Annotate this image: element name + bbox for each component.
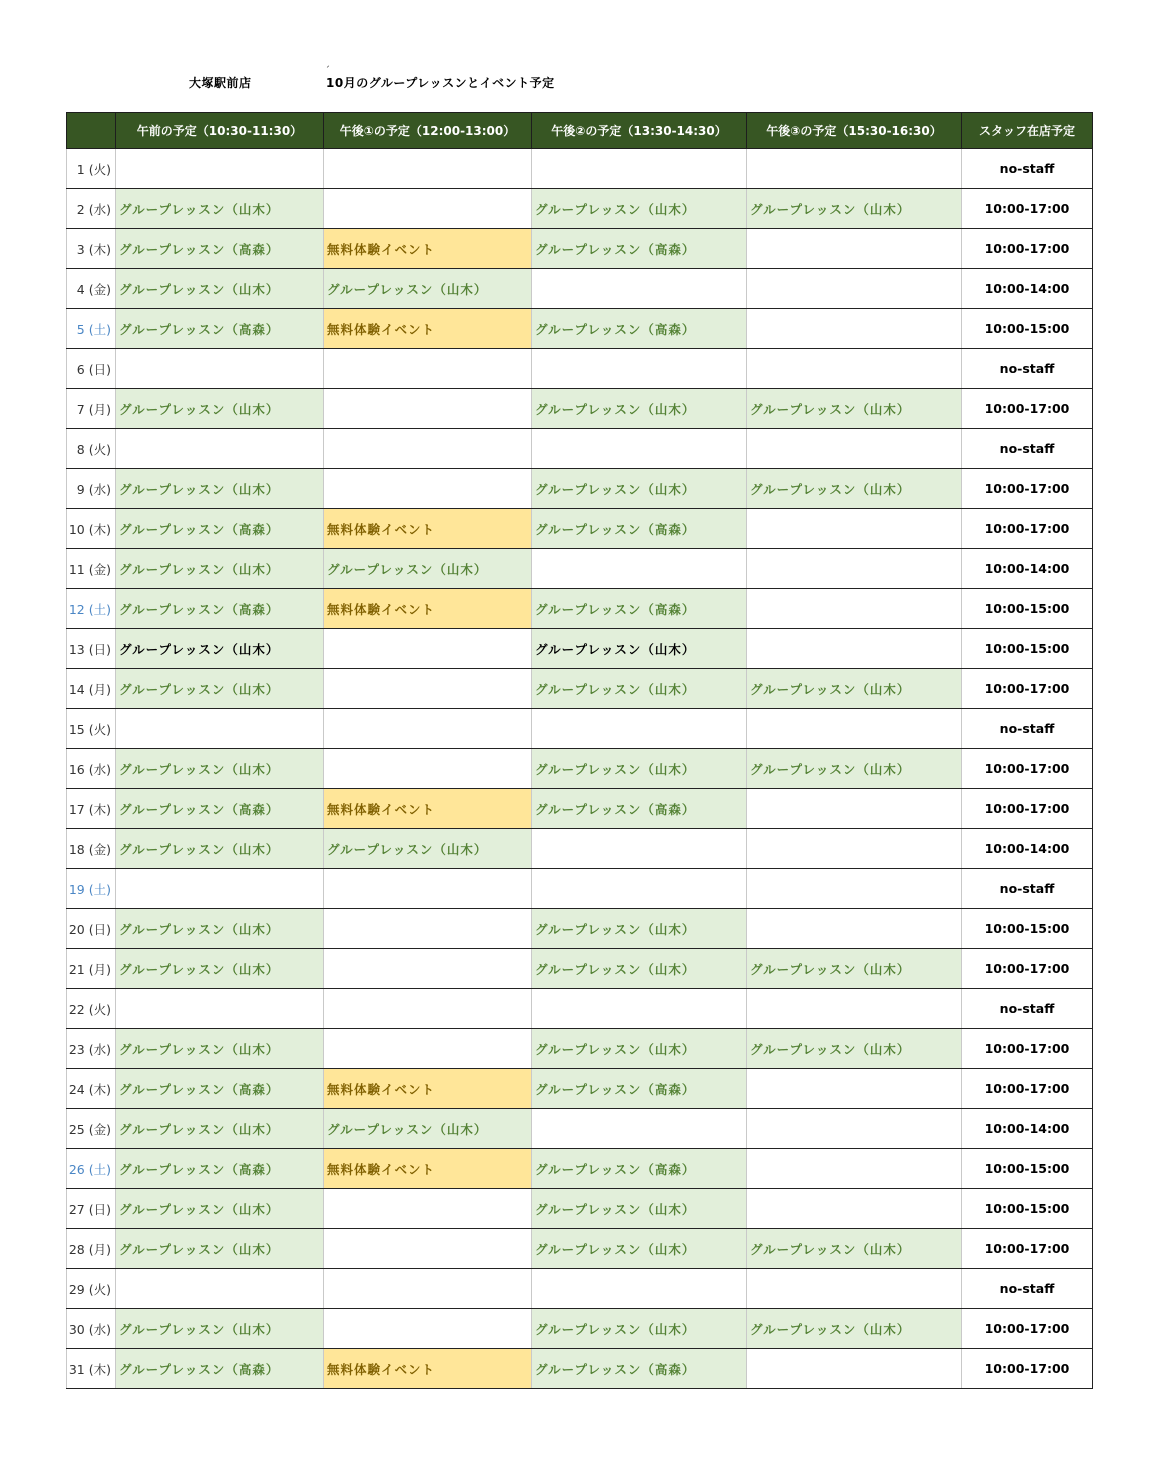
date-cell — [67, 429, 116, 469]
staff-hours: 10:00-17:00 — [962, 189, 1093, 229]
morning-slot: グループレッスン（高森） — [116, 1349, 324, 1389]
table-row — [67, 1309, 1093, 1349]
date-cell — [67, 1029, 116, 1069]
header-row — [67, 113, 1093, 149]
day-of-week: (木) — [88, 801, 111, 817]
date-cell — [67, 1309, 116, 1349]
table-row — [67, 189, 1093, 229]
date-number: 4 — [76, 281, 85, 297]
table-row — [67, 1229, 1093, 1269]
afternoon-2-slot — [532, 1109, 747, 1149]
date-number: 13 — [68, 641, 85, 657]
staff-hours: 10:00-17:00 — [962, 789, 1093, 829]
date-cell — [67, 1269, 116, 1309]
date-cell — [67, 149, 116, 189]
table-row — [67, 349, 1093, 389]
staff-hours: 10:00-15:00 — [962, 1189, 1093, 1229]
page-title: 10月のグループレッスンとイベント予定 — [326, 76, 555, 90]
date-cell — [67, 229, 116, 269]
staff-hours: 10:00-17:00 — [962, 229, 1093, 269]
afternoon-3-slot: グループレッスン（山木） — [747, 1229, 962, 1269]
morning-slot: グループレッスン（山木） — [116, 1309, 324, 1349]
date-number: 9 — [76, 481, 85, 497]
day-of-week: (月) — [88, 961, 111, 977]
staff-hours: 10:00-15:00 — [962, 629, 1093, 669]
day-of-week: (月) — [88, 401, 111, 417]
date-number: 14 — [68, 681, 85, 697]
afternoon-1-slot — [324, 1309, 532, 1349]
date-cell — [67, 1149, 116, 1189]
afternoon-2-slot — [532, 149, 747, 189]
morning-slot: グループレッスン（山木） — [116, 1109, 324, 1149]
afternoon-2-slot: グループレッスン（高森） — [532, 589, 747, 629]
table-row — [67, 749, 1093, 789]
day-of-week: (月) — [88, 1241, 111, 1257]
staff-hours: no-staff — [962, 709, 1093, 749]
table-row — [67, 1029, 1093, 1069]
afternoon-2-slot — [532, 549, 747, 589]
afternoon-2-slot: グループレッスン（山木） — [532, 1309, 747, 1349]
afternoon-2-slot: グループレッスン（山木） — [532, 189, 747, 229]
afternoon-1-slot — [324, 1029, 532, 1069]
staff-hours: 10:00-15:00 — [962, 589, 1093, 629]
morning-slot — [116, 349, 324, 389]
morning-slot: グループレッスン（高森） — [116, 1069, 324, 1109]
date-number: 31 — [68, 1361, 85, 1377]
date-number: 18 — [68, 841, 85, 857]
afternoon-1-slot — [324, 709, 532, 749]
date-number: 5 — [76, 321, 85, 337]
afternoon-2-slot: グループレッスン（山木） — [532, 949, 747, 989]
column-header-afternoon-3: 午後③の予定（15:30-16:30） — [747, 113, 962, 149]
table-row — [67, 269, 1093, 309]
afternoon-3-slot — [747, 869, 962, 909]
table-row — [67, 909, 1093, 949]
morning-slot — [116, 149, 324, 189]
date-number: 6 — [76, 361, 85, 377]
afternoon-1-slot — [324, 469, 532, 509]
morning-slot — [116, 429, 324, 469]
day-of-week: (火) — [88, 441, 111, 457]
morning-slot: グループレッスン（山木） — [116, 1229, 324, 1269]
date-cell — [67, 1109, 116, 1149]
column-header-afternoon-1: 午後①の予定（12:00-13:00） — [324, 113, 532, 149]
afternoon-2-slot — [532, 989, 747, 1029]
day-of-week: (金) — [88, 281, 111, 297]
date-cell — [67, 349, 116, 389]
day-of-week: (日) — [88, 641, 111, 657]
staff-hours: 10:00-15:00 — [962, 909, 1093, 949]
morning-slot — [116, 869, 324, 909]
schedule-table — [66, 112, 1093, 1389]
afternoon-3-slot — [747, 1269, 962, 1309]
date-cell — [67, 1069, 116, 1109]
morning-slot — [116, 1269, 324, 1309]
column-header-morning: 午前の予定（10:30-11:30） — [116, 113, 324, 149]
afternoon-1-slot: 無料体験イベント — [324, 589, 532, 629]
date-number: 20 — [68, 921, 85, 937]
afternoon-3-slot — [747, 1109, 962, 1149]
afternoon-3-slot — [747, 789, 962, 829]
staff-hours: no-staff — [962, 869, 1093, 909]
morning-slot: グループレッスン（山木） — [116, 829, 324, 869]
morning-slot: グループレッスン（山木） — [116, 189, 324, 229]
date-number: 11 — [68, 561, 85, 577]
staff-hours: 10:00-14:00 — [962, 829, 1093, 869]
date-number: 1 — [76, 161, 85, 177]
table-row — [67, 949, 1093, 989]
afternoon-1-slot: 無料体験イベント — [324, 1349, 532, 1389]
afternoon-1-slot — [324, 1229, 532, 1269]
day-of-week: (火) — [88, 161, 111, 177]
table-row — [67, 509, 1093, 549]
morning-slot — [116, 709, 324, 749]
day-of-week: (土) — [88, 321, 111, 337]
afternoon-3-slot: グループレッスン（山木） — [747, 669, 962, 709]
afternoon-3-slot — [747, 589, 962, 629]
staff-hours: 10:00-17:00 — [962, 1229, 1093, 1269]
date-number: 27 — [68, 1201, 85, 1217]
afternoon-3-slot: グループレッスン（山木） — [747, 1029, 962, 1069]
afternoon-3-slot — [747, 509, 962, 549]
afternoon-3-slot — [747, 629, 962, 669]
afternoon-3-slot — [747, 149, 962, 189]
afternoon-1-slot — [324, 389, 532, 429]
morning-slot: グループレッスン（山木） — [116, 669, 324, 709]
staff-hours: 10:00-17:00 — [962, 469, 1093, 509]
afternoon-2-slot: グループレッスン（山木） — [532, 629, 747, 669]
afternoon-3-slot — [747, 709, 962, 749]
staff-hours: 10:00-17:00 — [962, 1069, 1093, 1109]
date-number: 30 — [68, 1321, 85, 1337]
table-row — [67, 469, 1093, 509]
afternoon-3-slot: グループレッスン（山木） — [747, 949, 962, 989]
day-of-week: (金) — [88, 1121, 111, 1137]
afternoon-1-slot — [324, 989, 532, 1029]
date-cell — [67, 629, 116, 669]
afternoon-1-slot — [324, 749, 532, 789]
afternoon-2-slot: グループレッスン（山木） — [532, 1189, 747, 1229]
afternoon-1-slot — [324, 669, 532, 709]
date-cell — [67, 749, 116, 789]
afternoon-2-slot — [532, 349, 747, 389]
date-cell — [67, 549, 116, 589]
afternoon-2-slot: グループレッスン（高森） — [532, 1069, 747, 1109]
staff-hours: no-staff — [962, 989, 1093, 1029]
day-of-week: (火) — [88, 1281, 111, 1297]
table-row — [67, 989, 1093, 1029]
staff-hours: no-staff — [962, 429, 1093, 469]
day-of-week: (水) — [88, 1321, 111, 1337]
date-cell — [67, 189, 116, 229]
day-of-week: (金) — [88, 561, 111, 577]
afternoon-1-slot: グループレッスン（山木） — [324, 829, 532, 869]
afternoon-1-slot: グループレッスン（山木） — [324, 549, 532, 589]
date-number: 8 — [76, 441, 85, 457]
date-number: 10 — [68, 521, 85, 537]
afternoon-3-slot — [747, 349, 962, 389]
table-row — [67, 829, 1093, 869]
morning-slot: グループレッスン（山木） — [116, 629, 324, 669]
date-cell — [67, 829, 116, 869]
table-row — [67, 1189, 1093, 1229]
day-of-week: (土) — [88, 1161, 111, 1177]
afternoon-2-slot: グループレッスン（山木） — [532, 749, 747, 789]
staff-hours: 10:00-14:00 — [962, 549, 1093, 589]
staff-hours: 10:00-17:00 — [962, 749, 1093, 789]
afternoon-1-slot: 無料体験イベント — [324, 1069, 532, 1109]
day-of-week: (日) — [88, 921, 111, 937]
afternoon-3-slot — [747, 309, 962, 349]
column-header-date — [67, 113, 116, 149]
staff-hours: 10:00-17:00 — [962, 949, 1093, 989]
date-cell — [67, 869, 116, 909]
afternoon-3-slot — [747, 1149, 962, 1189]
afternoon-3-slot — [747, 829, 962, 869]
date-cell — [67, 1229, 116, 1269]
table-row — [67, 629, 1093, 669]
table-row — [67, 149, 1093, 189]
date-cell — [67, 589, 116, 629]
afternoon-1-slot: 無料体験イベント — [324, 1149, 532, 1189]
date-number: 19 — [68, 881, 85, 897]
afternoon-1-slot: 無料体験イベント — [324, 309, 532, 349]
date-cell — [67, 789, 116, 829]
date-cell — [67, 269, 116, 309]
column-header-afternoon-2: 午後②の予定（13:30-14:30） — [532, 113, 747, 149]
date-number: 21 — [68, 961, 85, 977]
date-number: 15 — [68, 721, 85, 737]
afternoon-3-slot: グループレッスン（山木） — [747, 469, 962, 509]
afternoon-2-slot: グループレッスン（山木） — [532, 389, 747, 429]
table-row — [67, 869, 1093, 909]
day-of-week: (水) — [88, 481, 111, 497]
table-row — [67, 589, 1093, 629]
morning-slot — [116, 989, 324, 1029]
afternoon-3-slot — [747, 909, 962, 949]
afternoon-1-slot: グループレッスン（山木） — [324, 1109, 532, 1149]
afternoon-3-slot — [747, 1069, 962, 1109]
date-number: 29 — [68, 1281, 85, 1297]
date-cell — [67, 309, 116, 349]
afternoon-2-slot — [532, 429, 747, 469]
morning-slot: グループレッスン（高森） — [116, 229, 324, 269]
afternoon-2-slot — [532, 709, 747, 749]
date-number: 2 — [76, 201, 85, 217]
afternoon-2-slot: グループレッスン（高森） — [532, 309, 747, 349]
afternoon-2-slot: グループレッスン（山木） — [532, 1229, 747, 1269]
date-number: 22 — [68, 1001, 85, 1017]
afternoon-2-slot: グループレッスン（高森） — [532, 509, 747, 549]
staff-hours: 10:00-15:00 — [962, 1149, 1093, 1189]
afternoon-1-slot — [324, 189, 532, 229]
table-row — [67, 229, 1093, 269]
date-number: 24 — [68, 1081, 85, 1097]
afternoon-3-slot — [747, 269, 962, 309]
staff-hours: 10:00-17:00 — [962, 1309, 1093, 1349]
staff-hours: no-staff — [962, 1269, 1093, 1309]
day-of-week: (水) — [88, 1041, 111, 1057]
date-cell — [67, 669, 116, 709]
afternoon-2-slot — [532, 869, 747, 909]
date-cell — [67, 989, 116, 1029]
afternoon-1-slot — [324, 429, 532, 469]
table-row — [67, 669, 1093, 709]
table-row — [67, 309, 1093, 349]
date-cell — [67, 709, 116, 749]
date-number: 23 — [68, 1041, 85, 1057]
day-of-week: (木) — [88, 521, 111, 537]
staff-hours: 10:00-14:00 — [962, 269, 1093, 309]
afternoon-3-slot — [747, 989, 962, 1029]
day-of-week: (日) — [88, 361, 111, 377]
day-of-week: (金) — [88, 841, 111, 857]
afternoon-1-slot — [324, 949, 532, 989]
afternoon-3-slot — [747, 549, 962, 589]
morning-slot: グループレッスン（山木） — [116, 1189, 324, 1229]
afternoon-1-slot — [324, 869, 532, 909]
afternoon-3-slot: グループレッスン（山木） — [747, 1309, 962, 1349]
day-of-week: (月) — [88, 681, 111, 697]
afternoon-2-slot: グループレッスン（山木） — [532, 909, 747, 949]
staff-hours: 10:00-17:00 — [962, 669, 1093, 709]
morning-slot: グループレッスン（山木） — [116, 749, 324, 789]
staff-hours: 10:00-14:00 — [962, 1109, 1093, 1149]
morning-slot: グループレッスン（高森） — [116, 309, 324, 349]
staff-hours: 10:00-15:00 — [962, 309, 1093, 349]
date-number: 3 — [76, 241, 85, 257]
morning-slot: グループレッスン（山木） — [116, 269, 324, 309]
staff-hours: no-staff — [962, 349, 1093, 389]
afternoon-3-slot — [747, 1349, 962, 1389]
day-of-week: (火) — [88, 1001, 111, 1017]
afternoon-2-slot: グループレッスン（山木） — [532, 1029, 747, 1069]
afternoon-3-slot — [747, 229, 962, 269]
morning-slot: グループレッスン（山木） — [116, 549, 324, 589]
date-number: 26 — [68, 1161, 85, 1177]
afternoon-1-slot — [324, 349, 532, 389]
staff-hours: no-staff — [962, 149, 1093, 189]
day-of-week: (日) — [88, 1201, 111, 1217]
date-number: 12 — [68, 601, 85, 617]
table-row — [67, 429, 1093, 469]
afternoon-1-slot — [324, 149, 532, 189]
date-cell — [67, 949, 116, 989]
table-row — [67, 389, 1093, 429]
date-number: 28 — [68, 1241, 85, 1257]
date-cell — [67, 1349, 116, 1389]
store-name: 大塚駅前店 — [189, 76, 252, 90]
afternoon-3-slot: グループレッスン（山木） — [747, 749, 962, 789]
date-cell — [67, 389, 116, 429]
morning-slot: グループレッスン（山木） — [116, 909, 324, 949]
day-of-week: (木) — [88, 241, 111, 257]
afternoon-3-slot: グループレッスン（山木） — [747, 189, 962, 229]
afternoon-2-slot — [532, 269, 747, 309]
date-number: 25 — [68, 1121, 85, 1137]
day-of-week: (水) — [88, 201, 111, 217]
afternoon-3-slot: グループレッスン（山木） — [747, 389, 962, 429]
afternoon-1-slot — [324, 909, 532, 949]
date-cell — [67, 909, 116, 949]
staff-hours: 10:00-17:00 — [962, 509, 1093, 549]
afternoon-1-slot: グループレッスン（山木） — [324, 269, 532, 309]
morning-slot: グループレッスン（高森） — [116, 1149, 324, 1189]
morning-slot: グループレッスン（高森） — [116, 509, 324, 549]
date-cell — [67, 469, 116, 509]
afternoon-1-slot: 無料体験イベント — [324, 229, 532, 269]
afternoon-3-slot — [747, 429, 962, 469]
afternoon-1-slot — [324, 1189, 532, 1229]
day-of-week: (土) — [88, 601, 111, 617]
column-header-staff: スタッフ在店予定 — [962, 113, 1093, 149]
header-mark: ˏ — [325, 57, 330, 68]
date-number: 16 — [68, 761, 85, 777]
table-row — [67, 549, 1093, 589]
afternoon-1-slot: 無料体験イベント — [324, 789, 532, 829]
day-of-week: (木) — [88, 1361, 111, 1377]
staff-hours: 10:00-17:00 — [962, 1349, 1093, 1389]
afternoon-1-slot — [324, 1269, 532, 1309]
staff-hours: 10:00-17:00 — [962, 389, 1093, 429]
morning-slot: グループレッスン（高森） — [116, 789, 324, 829]
afternoon-2-slot — [532, 829, 747, 869]
day-of-week: (火) — [88, 721, 111, 737]
afternoon-2-slot: グループレッスン（高森） — [532, 789, 747, 829]
afternoon-2-slot: グループレッスン（山木） — [532, 469, 747, 509]
afternoon-3-slot — [747, 1189, 962, 1229]
afternoon-2-slot: グループレッスン（山木） — [532, 669, 747, 709]
day-of-week: (土) — [88, 881, 111, 897]
date-cell — [67, 509, 116, 549]
afternoon-2-slot — [532, 1269, 747, 1309]
table-row — [67, 1109, 1093, 1149]
date-number: 17 — [68, 801, 85, 817]
morning-slot: グループレッスン（山木） — [116, 1029, 324, 1069]
staff-hours: 10:00-17:00 — [962, 1029, 1093, 1069]
date-number: 7 — [76, 401, 85, 417]
date-cell — [67, 1189, 116, 1229]
afternoon-1-slot — [324, 629, 532, 669]
table-row — [67, 789, 1093, 829]
morning-slot: グループレッスン（高森） — [116, 589, 324, 629]
table-row — [67, 1269, 1093, 1309]
morning-slot: グループレッスン（山木） — [116, 949, 324, 989]
table-row — [67, 1069, 1093, 1109]
table-row — [67, 1149, 1093, 1189]
afternoon-2-slot: グループレッスン（高森） — [532, 229, 747, 269]
table-row — [67, 709, 1093, 749]
day-of-week: (木) — [88, 1081, 111, 1097]
afternoon-1-slot: 無料体験イベント — [324, 509, 532, 549]
day-of-week: (水) — [88, 761, 111, 777]
afternoon-2-slot: グループレッスン（高森） — [532, 1149, 747, 1189]
morning-slot: グループレッスン（山木） — [116, 469, 324, 509]
table-row — [67, 1349, 1093, 1389]
afternoon-2-slot: グループレッスン（高森） — [532, 1349, 747, 1389]
morning-slot: グループレッスン（山木） — [116, 389, 324, 429]
